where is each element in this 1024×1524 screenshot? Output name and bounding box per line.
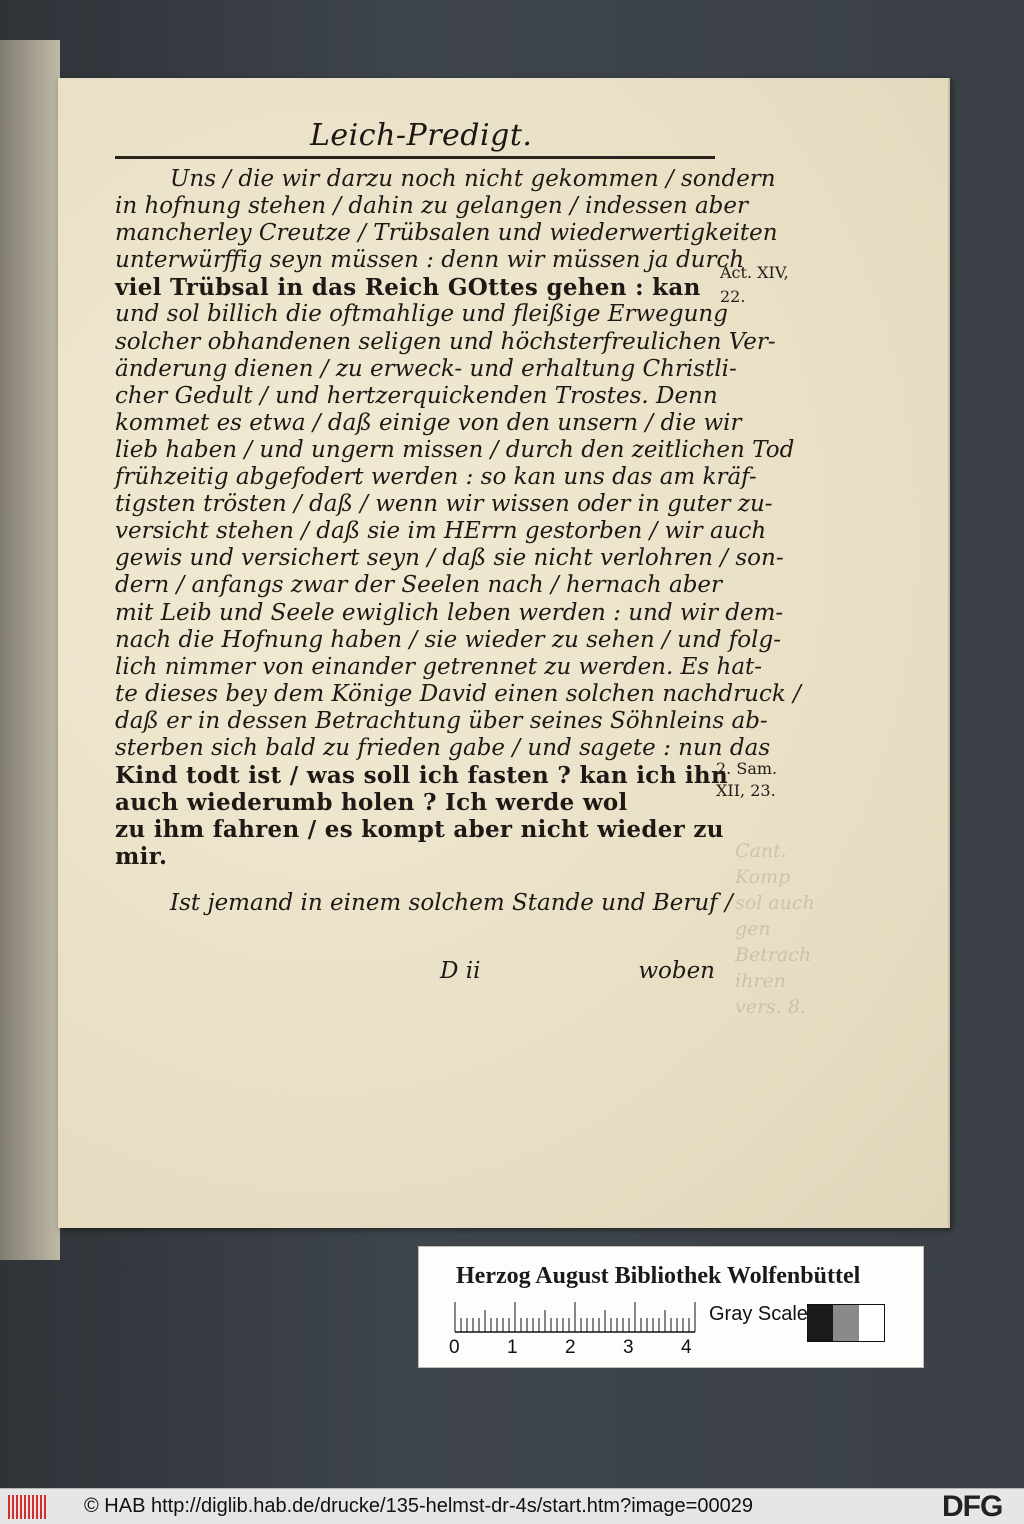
ruler-number: 4 — [681, 1337, 692, 1358]
text-line: cher Gedult / und hertzerquickenden Trostes. Denn — [115, 382, 718, 409]
text-line: daß er in dessen Betrachtung über seines Söhnleins ab- — [115, 707, 768, 734]
show-through-text: ihren — [735, 970, 786, 992]
previous-page-edge — [0, 40, 60, 1260]
text-line: te dieses bey dem Könige David einen solchen nachdruck / — [115, 680, 801, 707]
text-line: in hofnung stehen / dahin zu gelangen / indessen aber — [115, 193, 748, 220]
footer-bar — [0, 1488, 1024, 1524]
barcode-icon — [8, 1495, 48, 1519]
text-line: frühzeitig abgefodert werden : so kan uns das am kräf- — [115, 464, 757, 491]
text-line: kommet es etwa / daß einige von den unsern / die wir — [115, 409, 742, 436]
dfg-logo: DFG — [942, 1490, 1003, 1523]
gray-scale-swatches — [807, 1304, 885, 1342]
text-line: mit Leib und Seele ewiglich leben werden : und wir dem- — [115, 599, 784, 626]
gray-scale-label: Gray Scale — [709, 1303, 808, 1325]
ruler-number: 3 — [623, 1337, 634, 1358]
show-through-text: Cant. — [735, 840, 787, 862]
catchword: woben — [638, 958, 715, 984]
signature-mark: D ii — [440, 958, 481, 984]
library-name: Herzog August Bibliothek Wolfenbüttel — [456, 1263, 861, 1289]
ruler-numbers — [449, 1337, 729, 1361]
ruler-number: 2 — [565, 1337, 576, 1358]
margin-note-acts: Act. XIV, — [720, 263, 789, 282]
text-line: solcher obhandenen seligen und höchsterfreulichen Ver- — [115, 328, 776, 355]
text-line: änderung dienen / zu erweck- und erhaltung Christli- — [115, 355, 737, 382]
text-line: sterben sich bald zu frieden gabe / und sagete : nun das — [115, 734, 771, 761]
text-line: lieb haben / und ungern missen / durch den zeitlichen Tod — [115, 436, 795, 463]
gray-swatch-dark — [808, 1305, 833, 1341]
text-line: nach die Hofnung haben / sie wieder zu sehen / und folg- — [115, 626, 781, 653]
text-line: zu ihm fahren / es kompt aber nicht wieder zu — [115, 816, 724, 844]
show-through-text: vers. 8. — [735, 996, 807, 1018]
text-line: tigsten trösten / daß / wenn wir wissen oder in guter zu- — [115, 491, 773, 518]
margin-note-sam: 2. Sam. — [716, 759, 778, 778]
header-rule — [115, 156, 715, 159]
text-line: Ist jemand in einem solchem Stande und Beruf / — [170, 890, 733, 917]
show-through-text: Betrach — [735, 944, 812, 966]
copyright-url[interactable]: © HAB http://diglib.hab.de/drucke/135-helmst-dr-4s/start.htm?image=00029 — [84, 1495, 753, 1517]
text-line: Kind todt ist / was soll ich fasten ? kan ich ihn — [115, 762, 728, 790]
show-through-text: gen — [735, 918, 771, 940]
ruler-scale — [455, 1299, 695, 1333]
text-line: versicht stehen / daß sie im HErrn gestorben / wir auch — [115, 518, 767, 545]
text-line: mir. — [115, 843, 168, 871]
text-line: mancherley Creutze / Trübsalen und wiederwertigkeiten — [115, 220, 778, 247]
show-through-text: Komp — [735, 866, 791, 888]
gray-swatch-mid — [833, 1305, 858, 1341]
text-line: Uns / die wir darzu noch nicht gekommen / sondern — [170, 166, 776, 192]
text-line: unterwürffig seyn müssen : denn wir müssen ja durch — [115, 247, 745, 274]
show-through-text: sol auch — [735, 892, 815, 914]
text-line: auch wiederumb holen ? Ich werde wol — [115, 789, 628, 817]
ruler-number: 1 — [507, 1337, 518, 1358]
text-line: lich nimmer von einander getrennet zu werden. Es hat- — [115, 653, 763, 680]
color-scale-card — [418, 1246, 924, 1368]
gray-swatch-light — [859, 1305, 884, 1341]
ruler-number: 0 — [449, 1337, 460, 1358]
page-header: Leich-Predigt. — [310, 118, 533, 153]
margin-note-sam-verse: XII, 23. — [716, 781, 776, 800]
text-line: dern / anfangs zwar der Seelen nach / hernach aber — [115, 572, 723, 599]
page-footer — [115, 958, 715, 988]
text-line: und sol billich die oftmahlige und fleißige Erwegung — [115, 301, 728, 328]
text-line: gewis und versichert seyn / daß sie nicht verlohren / son- — [115, 545, 784, 572]
text-line: viel Trübsal in das Reich GOttes gehen : kan — [115, 274, 701, 302]
margin-note-acts-verse: 22. — [720, 287, 746, 306]
